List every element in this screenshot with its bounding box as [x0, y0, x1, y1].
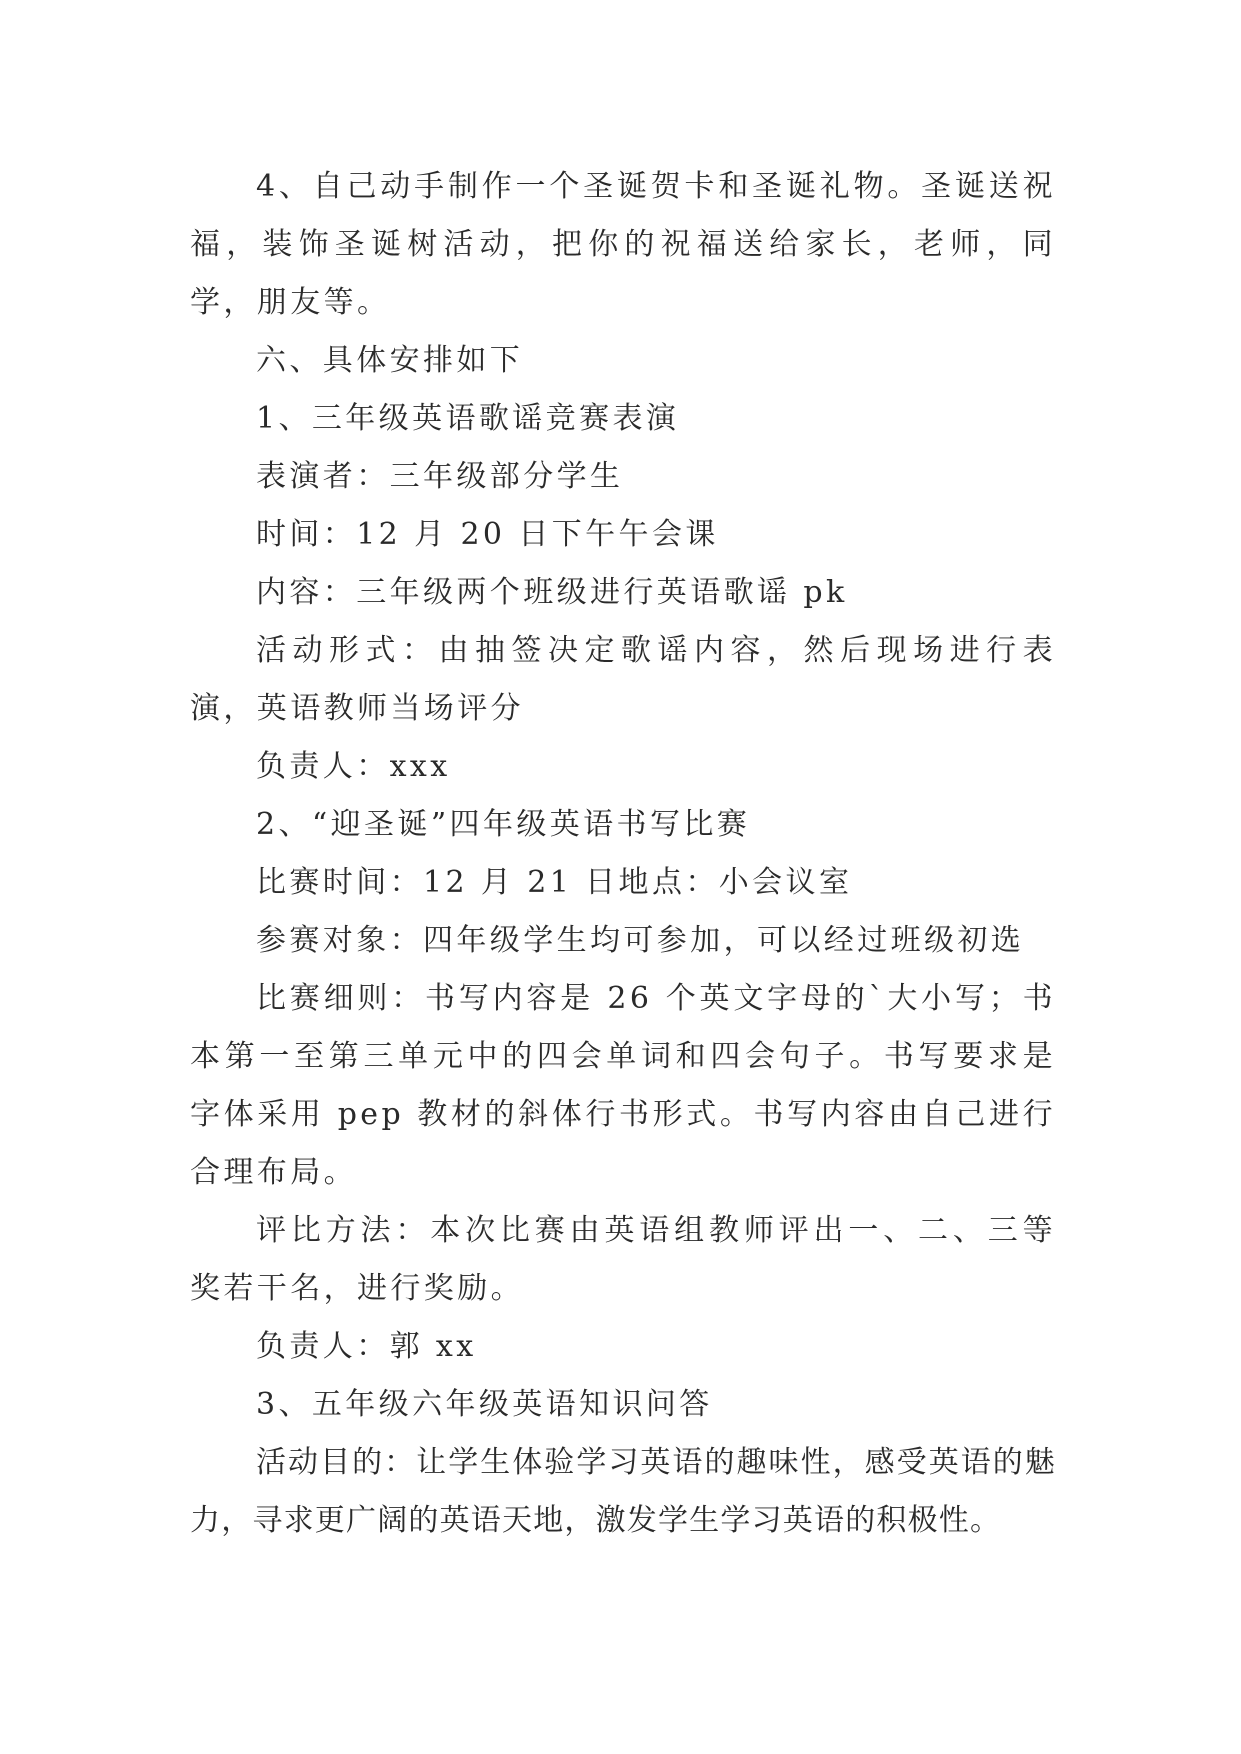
- paragraph-participants: 参赛对象：四年级学生均可参加，可以经过班级初选: [256, 923, 1025, 958]
- paragraph-person-in-charge-1: 负责人：xxx: [256, 749, 451, 784]
- paragraph-time: 时间：12 月 20 日下午午会课: [256, 517, 719, 552]
- paragraph-performers: 表演者：三年级部分学生: [256, 459, 624, 494]
- item-heading-grade3: 1、三年级英语歌谣竞赛表演: [256, 401, 680, 436]
- paragraph-content: 内容：三年级两个班级进行英语歌谣 pk: [256, 575, 848, 610]
- item-heading-grade4: 2、“迎圣诞”四年级英语书写比赛: [256, 807, 751, 842]
- paragraph-competition-time: 比赛时间：12 月 21 日地点：小会议室: [256, 865, 853, 900]
- paragraph-person-in-charge-2: 负责人：郭 xx: [256, 1329, 477, 1364]
- paragraph-activity-purpose: 活动目的：让学生体验学习英语的趣味性，感受英语的魅力，寻求更广阔的英语天地，激发学生学习英语的积极性。: [190, 1445, 1056, 1538]
- item-heading-grade5-6: 3、五年级六年级英语知识问答: [256, 1387, 713, 1422]
- paragraph-christmas-card: 4、自己动手制作一个圣诞贺卡和圣诞礼物。圣诞送祝福，装饰圣诞树活动，把你的祝福送给家长，老师，同学，朋友等。: [190, 169, 1056, 320]
- paragraph-activity-format: 活动形式：由抽签决定歌谣内容，然后现场进行表演，英语教师当场评分: [190, 633, 1056, 726]
- paragraph-rules: 比赛细则：书写内容是 26 个英文字母的`大小写；书本第一至第三单元中的四会单词和四会句子。书写要求是字体采用 pep 教材的斜体行书形式。书写内容由自己进行合理布局。: [190, 981, 1056, 1190]
- paragraph-evaluation: 评比方法：本次比赛由英语组教师评出一、二、三等奖若干名，进行奖励。: [190, 1213, 1056, 1306]
- document-body: [190, 158, 1056, 1550]
- section-heading-arrangement: 六、具体安排如下: [256, 343, 524, 378]
